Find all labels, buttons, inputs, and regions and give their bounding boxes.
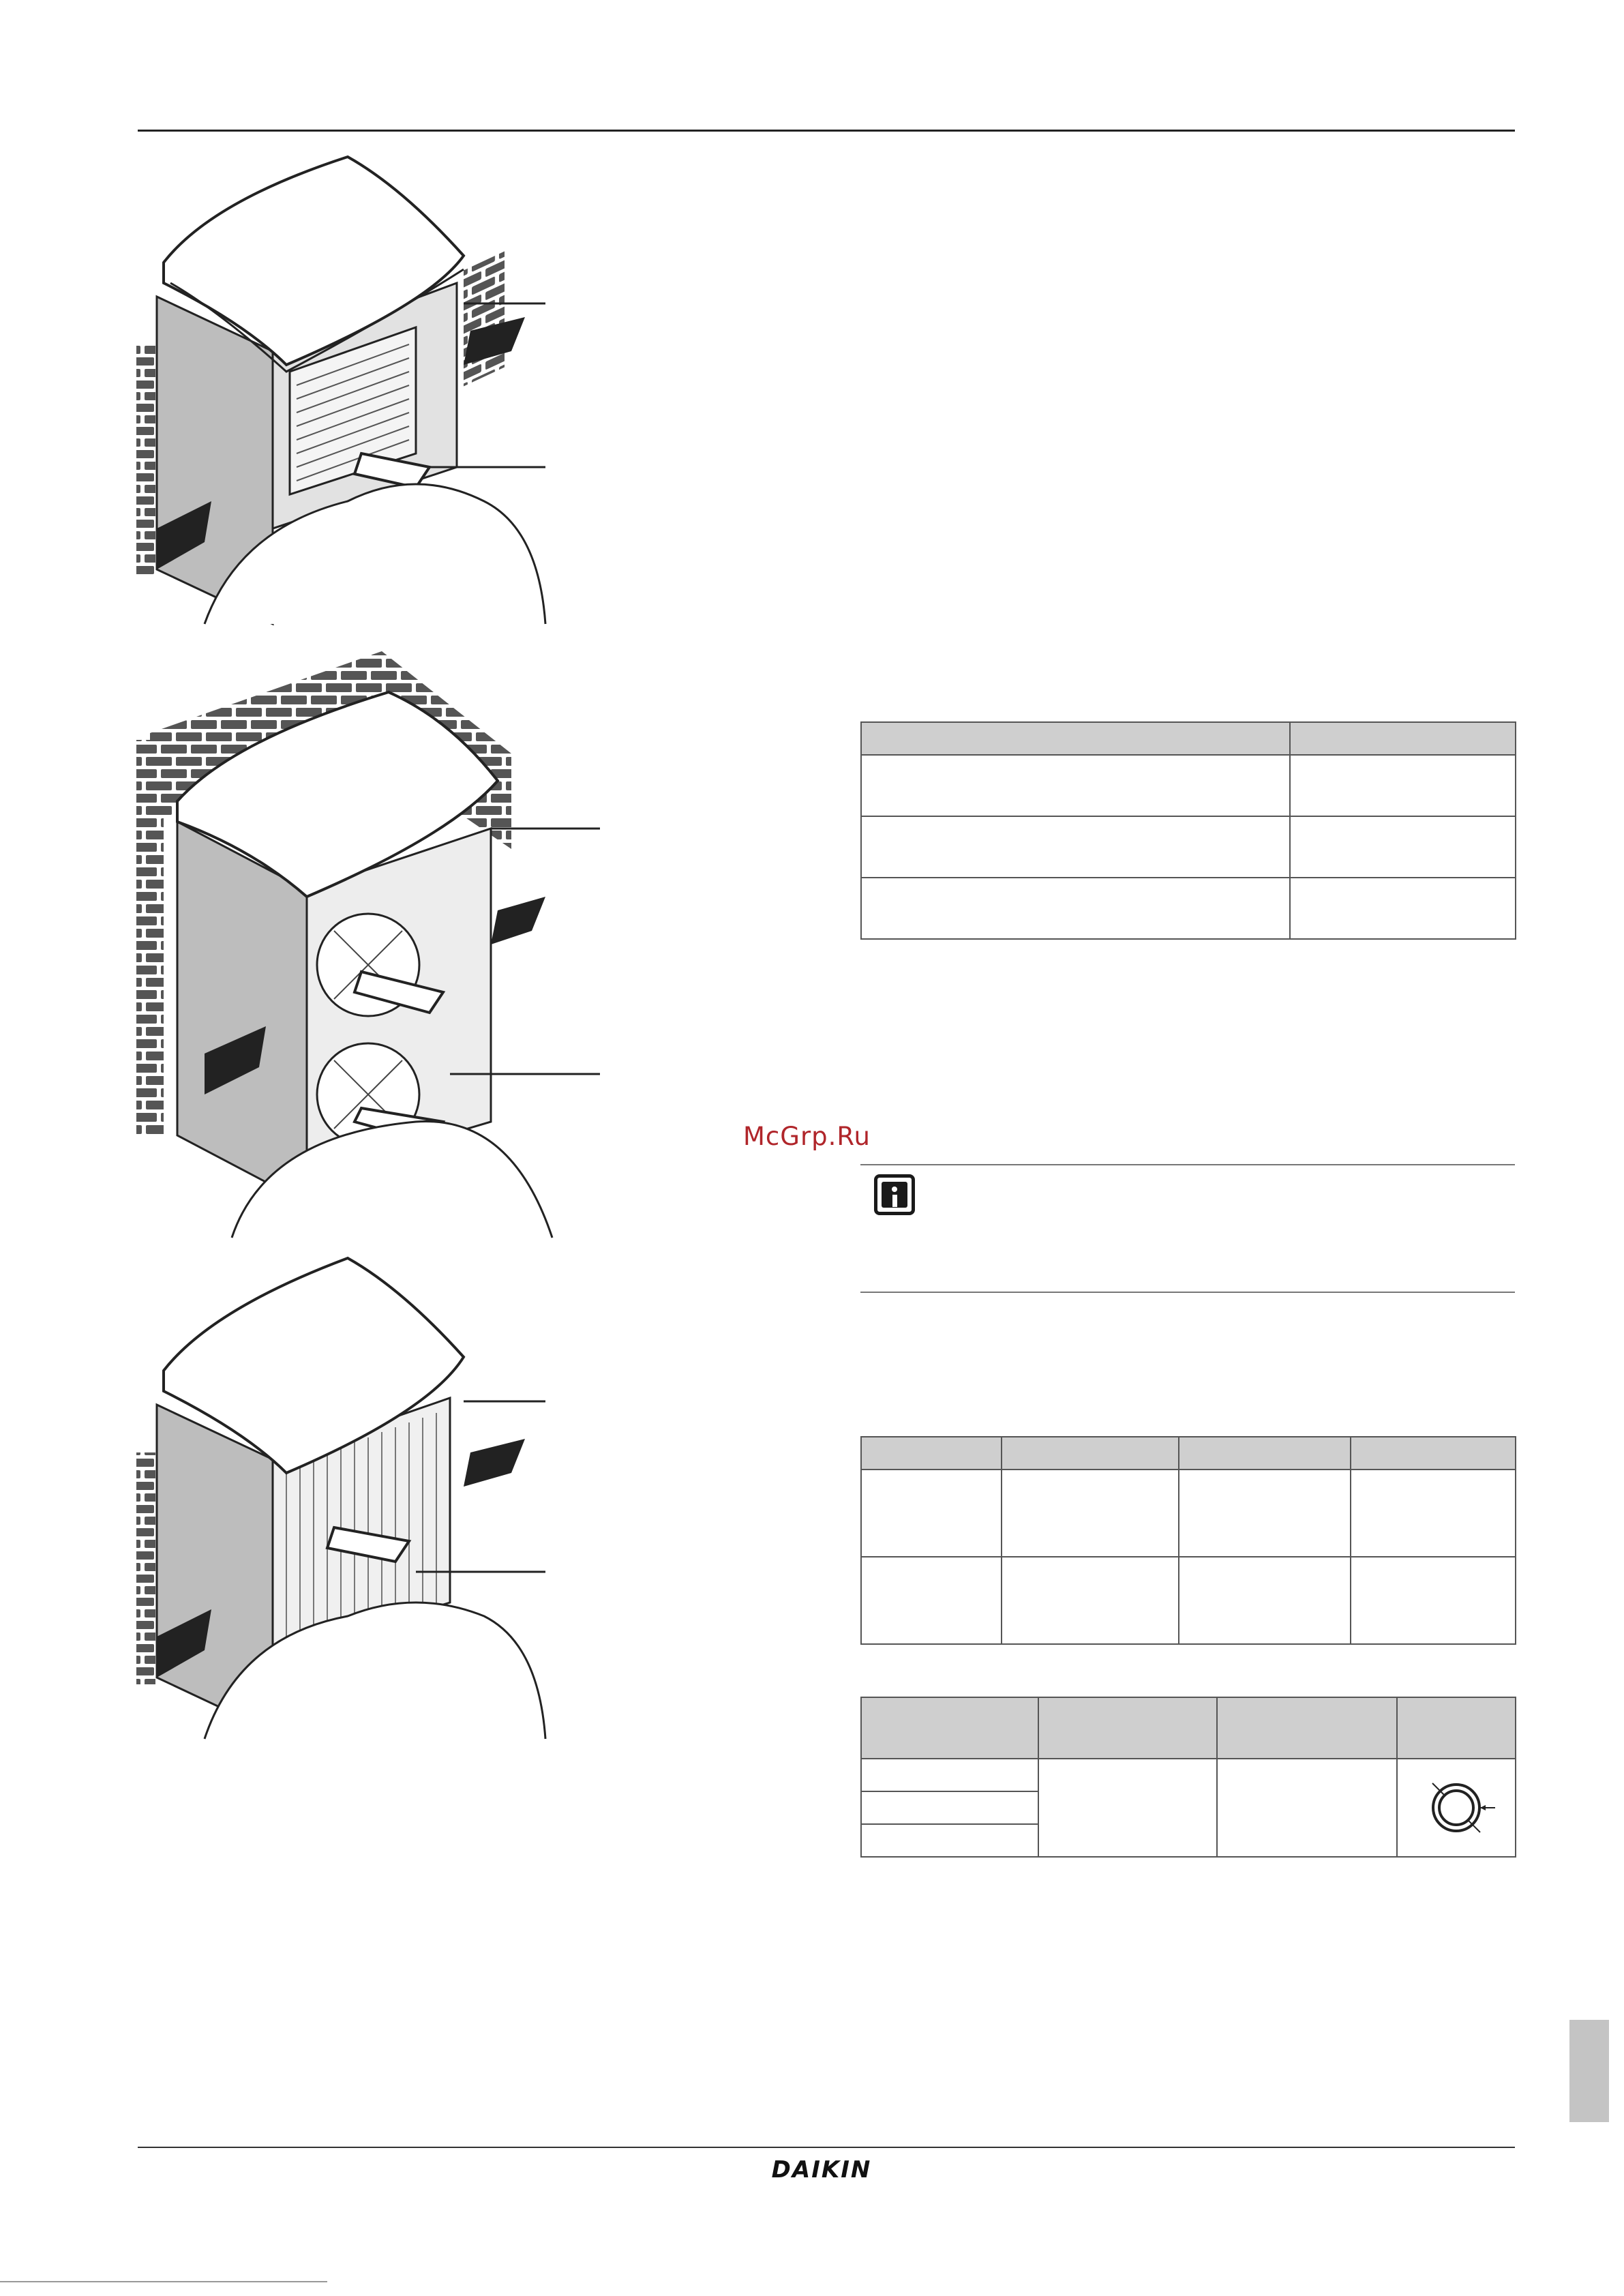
- table-header-cell: [1290, 722, 1516, 755]
- table-cell: [1397, 1759, 1516, 1857]
- bottom-strip: [0, 2281, 327, 2282]
- table-cell: [1002, 1557, 1179, 1644]
- table-header-cell: [861, 1697, 1038, 1759]
- table-row: [861, 816, 1516, 878]
- table-cell: [861, 1791, 1038, 1824]
- table-header-cell: [861, 1437, 1002, 1470]
- table-cell: [861, 755, 1290, 816]
- table-cell: [1217, 1759, 1397, 1857]
- header-rule: [138, 130, 1515, 132]
- chapter-side-tab: [1569, 2020, 1609, 2122]
- table-cell: [1179, 1557, 1351, 1644]
- table-cell: [1290, 816, 1516, 878]
- spec-table-1: [860, 721, 1516, 940]
- table-cell: [861, 1824, 1038, 1857]
- table-row: [861, 1470, 1516, 1557]
- snow-covered-rear-grille-unit-illustration: [130, 1248, 607, 1746]
- information-icon: [874, 1174, 915, 1215]
- table-cell: [861, 878, 1290, 939]
- table-cell: [1038, 1759, 1217, 1857]
- table-cell: [861, 1759, 1038, 1791]
- table-cell: [1351, 1470, 1516, 1557]
- table-header-cell: [1351, 1437, 1516, 1470]
- table-header-row: [861, 1697, 1516, 1759]
- table-header-cell: [1397, 1697, 1516, 1759]
- table-cell: [1002, 1470, 1179, 1557]
- table-row: [861, 1557, 1516, 1644]
- snow-covered-outdoor-unit-illustration: [130, 147, 607, 638]
- table-header-cell: [1179, 1437, 1351, 1470]
- table-cell: [1290, 878, 1516, 939]
- footer-rule: [138, 2147, 1515, 2148]
- table-header-cell: [1038, 1697, 1217, 1759]
- table-header-cell: [861, 722, 1290, 755]
- table-header-cell: [1217, 1697, 1397, 1759]
- table-cell: [861, 1557, 1002, 1644]
- table-cell: [1290, 755, 1516, 816]
- pipe-cross-section-icon: [1412, 1761, 1501, 1850]
- table-header-row: [861, 1437, 1516, 1470]
- logo-text: DAIKIN: [771, 2156, 872, 2183]
- table-row: [861, 755, 1516, 816]
- table-cell: [861, 816, 1290, 878]
- spec-table-3: [860, 1697, 1516, 1858]
- note-bottom-rule: [860, 1292, 1515, 1293]
- note-top-rule: [860, 1164, 1515, 1165]
- table-cell: [1179, 1470, 1351, 1557]
- table-row: [861, 1759, 1516, 1791]
- table-header-row: [861, 722, 1516, 755]
- table-cell: [1351, 1557, 1516, 1644]
- table-header-cell: [1002, 1437, 1179, 1470]
- watermark: McGrp.Ru: [743, 1122, 871, 1151]
- daikin-logo: [757, 2151, 886, 2187]
- snow-covered-double-fan-unit-illustration: [130, 644, 607, 1244]
- table-cell: [861, 1470, 1002, 1557]
- spec-table-2: [860, 1436, 1516, 1645]
- table-row: [861, 878, 1516, 939]
